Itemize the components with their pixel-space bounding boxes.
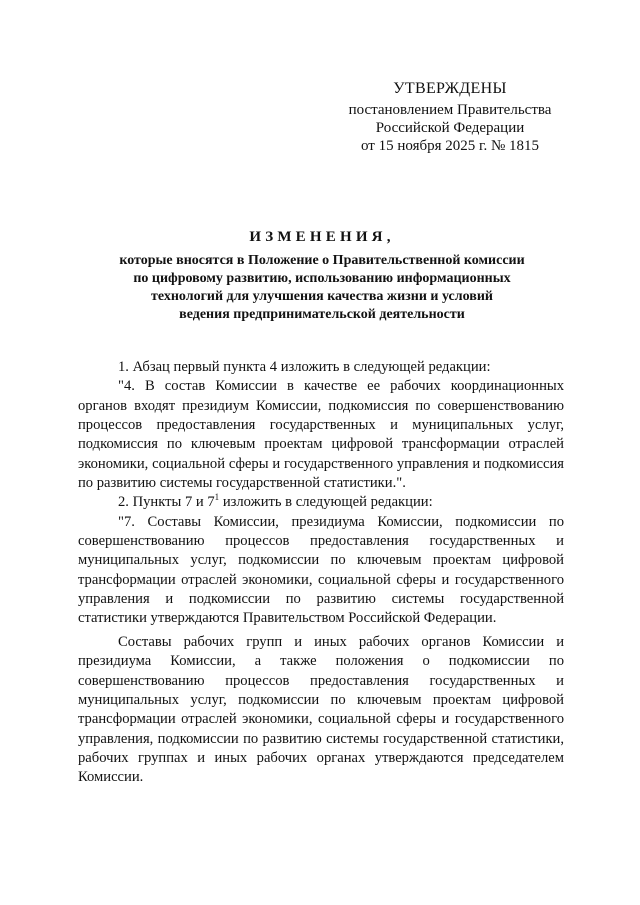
document-title: ИЗМЕНЕНИЯ, bbox=[249, 229, 395, 245]
paragraph-2: "4. В состав Комиссии в качестве ее рабочих координационных органов входят президиум Комиссии, подкомиссия по совершенствованию процессов предоставления государственных и муниципальных услуг, подкомиссия по ключевым проектам цифровой трансформации отраслей экономики, социальной сферы и государственного управления и подкомиссия по развитию системы государственной статистики.". bbox=[78, 378, 564, 492]
approval-line-1: постановлением Правительства bbox=[348, 102, 552, 118]
document-subtitle-line-4: ведения предпринимательской деятельности bbox=[179, 307, 465, 322]
paragraph-3-start: 2. Пункты 7 и 7 bbox=[118, 494, 215, 511]
paragraph-3 bbox=[78, 493, 564, 512]
approval-title: УТВЕРЖДЕНЫ bbox=[393, 80, 507, 97]
document-heading bbox=[80, 228, 564, 324]
document-body bbox=[78, 358, 564, 788]
paragraph-3-superscript: 1 bbox=[214, 492, 220, 503]
approval-line-2: Российской Федерации bbox=[375, 120, 525, 136]
paragraph-4: "7. Составы Комиссии, президиума Комиссии, подкомиссии по совершенствованию процессов предоставления государственных и муниципальных услуг, подкомиссии по ключевым проектам цифровой трансформации отраслей экономики, социальной сферы и государственного управления и подкомиссии по развитию системы государственной статистики утверждаются Правительством Российской Федерации. bbox=[78, 513, 564, 627]
paragraph-1: 1. Абзац первый пункта 4 изложить в следующей редакции: bbox=[118, 359, 491, 375]
document-subtitle-line-1: которые вносятся в Положение о Правительственной комиссии bbox=[119, 253, 525, 268]
paragraph-5: Составы рабочих групп и иных рабочих органов Комиссии и президиума Комиссии, а также положения о подкомиссии по совершенствованию процессов предоставления государственных и муниципальных услуг, подкомиссии по ключевым проектам цифровой трансформации отраслей экономики, социальной сферы и государственного управления, подкомиссии по развитию системы государственной статистики, рабочих группах и иных рабочих органах утверждаются председателем Комиссии. bbox=[78, 633, 564, 786]
document-subtitle-line-2: по цифровому развитию, использованию информационных bbox=[133, 271, 511, 286]
paragraph-3-end: изложить в следующей редакции: bbox=[219, 494, 433, 511]
document-subtitle-line-3: технологий для улучшения качества жизни и условий bbox=[151, 289, 493, 304]
approval-line-3: от 15 ноября 2025 г. № 1815 bbox=[360, 138, 540, 154]
approval-stamp bbox=[340, 80, 560, 155]
